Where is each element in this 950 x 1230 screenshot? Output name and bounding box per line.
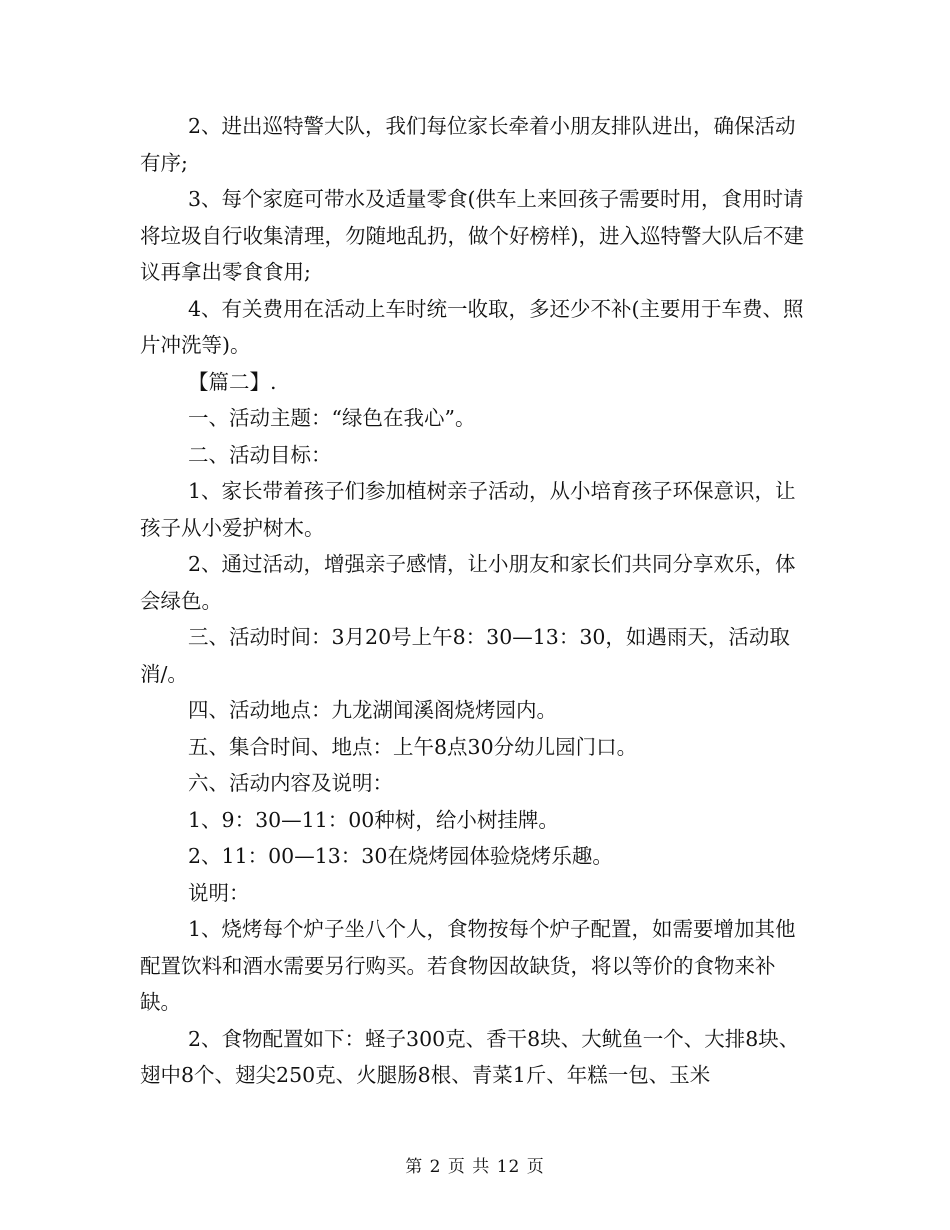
- paragraph-theme: 一、活动主题：“绿色在我心”。: [188, 406, 476, 430]
- paragraph-note-2: 2、食物配置如下：蛏子300克、香干8块、大鱿鱼一个、大排8块、翅中8个、翅尖250克、火腿肠8根、青菜1斤、年糕一包、玉米: [140, 1026, 800, 1087]
- paragraph-content-2: 2、11：00—13：30在烧烤园体验烧烤乐趣。: [188, 844, 613, 868]
- paragraph-time: 三、活动时间：3月20号上午8：30—13：30，如遇雨天，活动取消/。: [140, 625, 790, 686]
- paragraph-2: 3、每个家庭可带水及适量零食(供车上来回孩子需要时用，食用时请将垃圾自行收集清理，勿随地乱扔，做个好榜样)，进入巡特警大队后不建议再拿出零食食用;: [140, 187, 804, 284]
- paragraph-note-1: 1、烧烤每个炉子坐八个人，食物按每个炉子配置，如需要增加其他配置饮料和酒水需要另行购买。若食物因故缺货，将以等价的食物来补缺。: [140, 917, 796, 1014]
- paragraph-3: 4、有关费用在活动上车时统一收取，多还少不补(主要用于车费、照片冲洗等)。: [140, 296, 804, 357]
- paragraph-content-heading: 六、活动内容及说明：: [188, 771, 393, 795]
- paragraph-meeting: 五、集合时间、地点：上午8点30分幼儿园门口。: [188, 734, 638, 759]
- paragraph-location: 四、活动地点：九龙湖闻溪阁烧烤园内。: [188, 698, 557, 722]
- paragraph-goals-heading: 二、活动目标：: [188, 442, 332, 467]
- paragraph-1: 2、进出巡特警大队，我们每位家长牵着小朋友排队进出，确保活动有序;: [140, 114, 796, 175]
- paragraph-goal-1: 1、家长带着孩子们参加植树亲子活动，从小培育孩子环保意识，让孩子从小爱护树木。: [140, 479, 796, 540]
- section-heading-part-two: 【篇二】.: [188, 369, 277, 394]
- paragraph-notes-heading: 说明：: [188, 880, 250, 905]
- page-footer: 第 2 页 共 12 页: [405, 1157, 545, 1177]
- paragraph-content-1: 1、9：30—11：00种树，给小树挂牌。: [188, 807, 559, 832]
- document-body: [140, 108, 810, 1094]
- paragraph-goal-2: 2、通过活动，增强亲子感情，让小朋友和家长们共同分享欢乐，体会绿色。: [140, 552, 796, 613]
